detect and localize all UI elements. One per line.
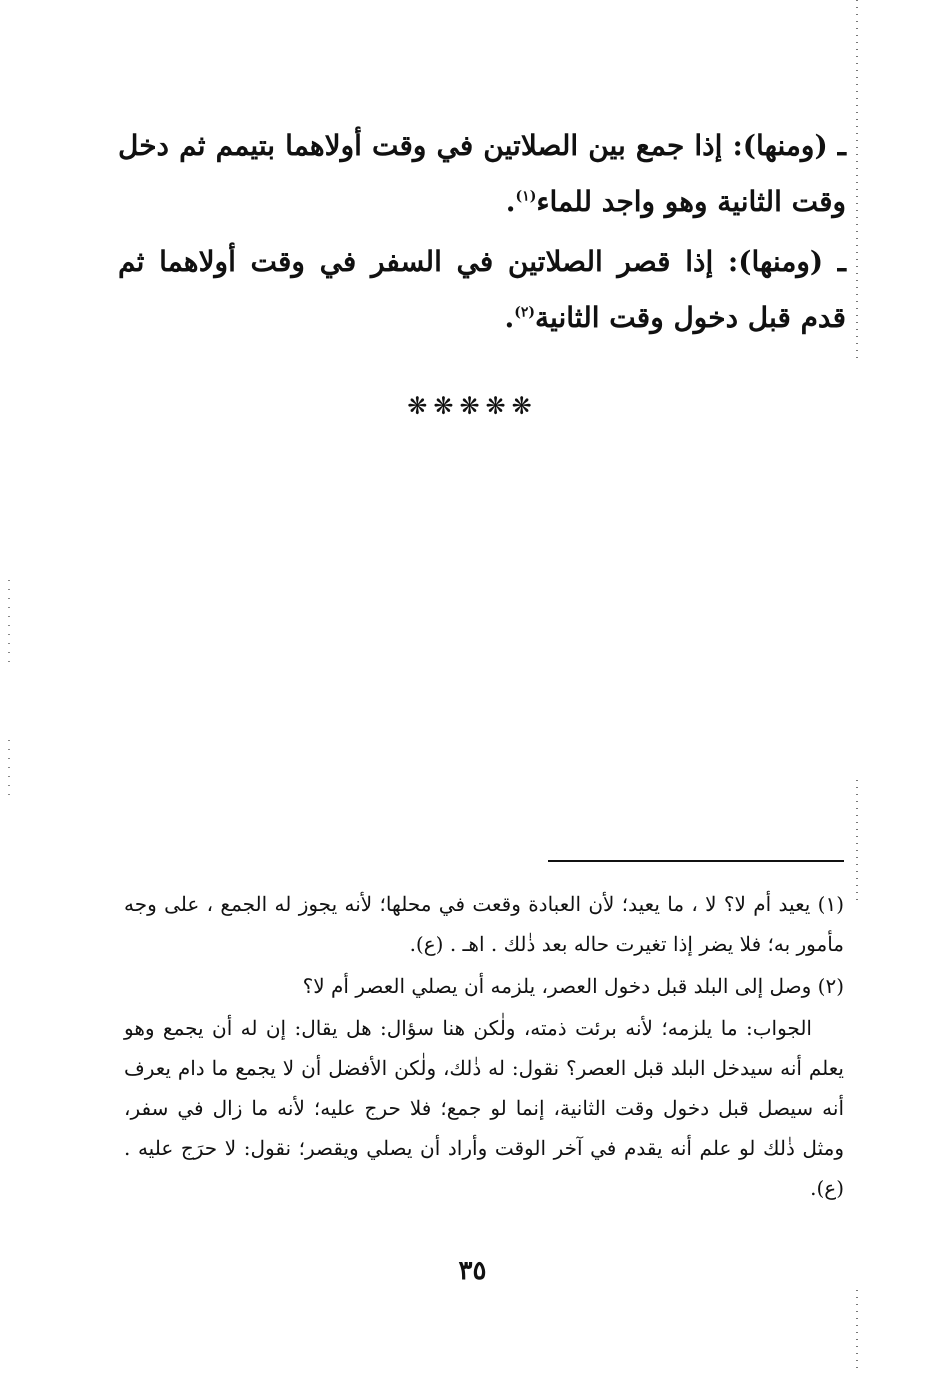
section-separator: ❋❋❋❋❋ — [407, 392, 538, 420]
paragraph-1-text: : إذا جمع بين الصلاتين في وقت أولاهما بتيمم ثم دخل وقت الثانية وهو واجد للماء — [118, 129, 846, 218]
paragraph-2-end: . — [504, 301, 515, 334]
scan-edge-dots — [856, 780, 858, 900]
footnote-ref-2: (٢) — [514, 304, 536, 321]
paragraph-2-label: (ومنها) — [738, 245, 824, 278]
scan-edge-dots — [856, 0, 858, 360]
footnote-divider — [548, 860, 844, 862]
paragraph-2-text: : إذا قصر الصلاتين في السفر في وقت أولاهما ثم قدم قبل دخول وقت الثانية — [118, 245, 846, 334]
paragraph-1-end: . — [505, 185, 516, 218]
paragraph-1: ـ (ومنها): إذا جمع بين الصلاتين في وقت أولاهما بتيمم ثم دخل وقت الثانية وهو واجد للماء$^{(١)}$. — [118, 129, 846, 218]
main-body — [118, 118, 846, 350]
paragraph-2: ـ (ومنها): إذا قصر الصلاتين في السفر في وقت أولاهما ثم قدم قبل دخول وقت الثانية$^{(٢)}$. — [118, 245, 847, 334]
page-number: ٣٥ — [458, 1256, 487, 1286]
footnote-2-answer: الجواب: ما يلزمه؛ لأنه برئت ذمته، ولٰكن هنا سؤال: هل يقال: إن له أن يجمع وهو يعلم أنه سيدخل البلد قبل العصر؟ نقول: له ذٰلك، ولٰكن الأفضل أن لا يجمع ما دام يعرف أنه سيصل قبل دخول وقت الثانية، إنما لو جمع؛ فلا حرج عليه؛ لأنه ما زال في سفر، ومثل ذٰلك لو علم أنه يقدم في آخر الوقت وأراد أن يصلي ويقصر؛ نقول: لا حرَج عليه . (ع). — [124, 1016, 844, 1200]
scan-edge-dots — [8, 580, 10, 670]
scan-edge-dots — [8, 740, 10, 800]
paragraph-1-label: (ومنها) — [742, 129, 828, 162]
footnote-2: (٢) وصل إلى البلد قبل دخول العصر، يلزمه أن يصلي العصر أم لا؟ — [302, 974, 844, 998]
footnote-ref-1: (١) — [515, 188, 537, 205]
scan-edge-dots — [856, 1290, 858, 1370]
footnotes — [124, 884, 844, 1210]
footnote-1: (١) يعيد أم لا؟ لا ، ما يعيد؛ لأن العبادة وقعت في محلها؛ لأنه يجوز له الجمع ، على وجه مأمور به؛ فلا يضر إذا تغيرت حاله بعد ذٰلك . اهـ . (ع). — [124, 892, 844, 956]
